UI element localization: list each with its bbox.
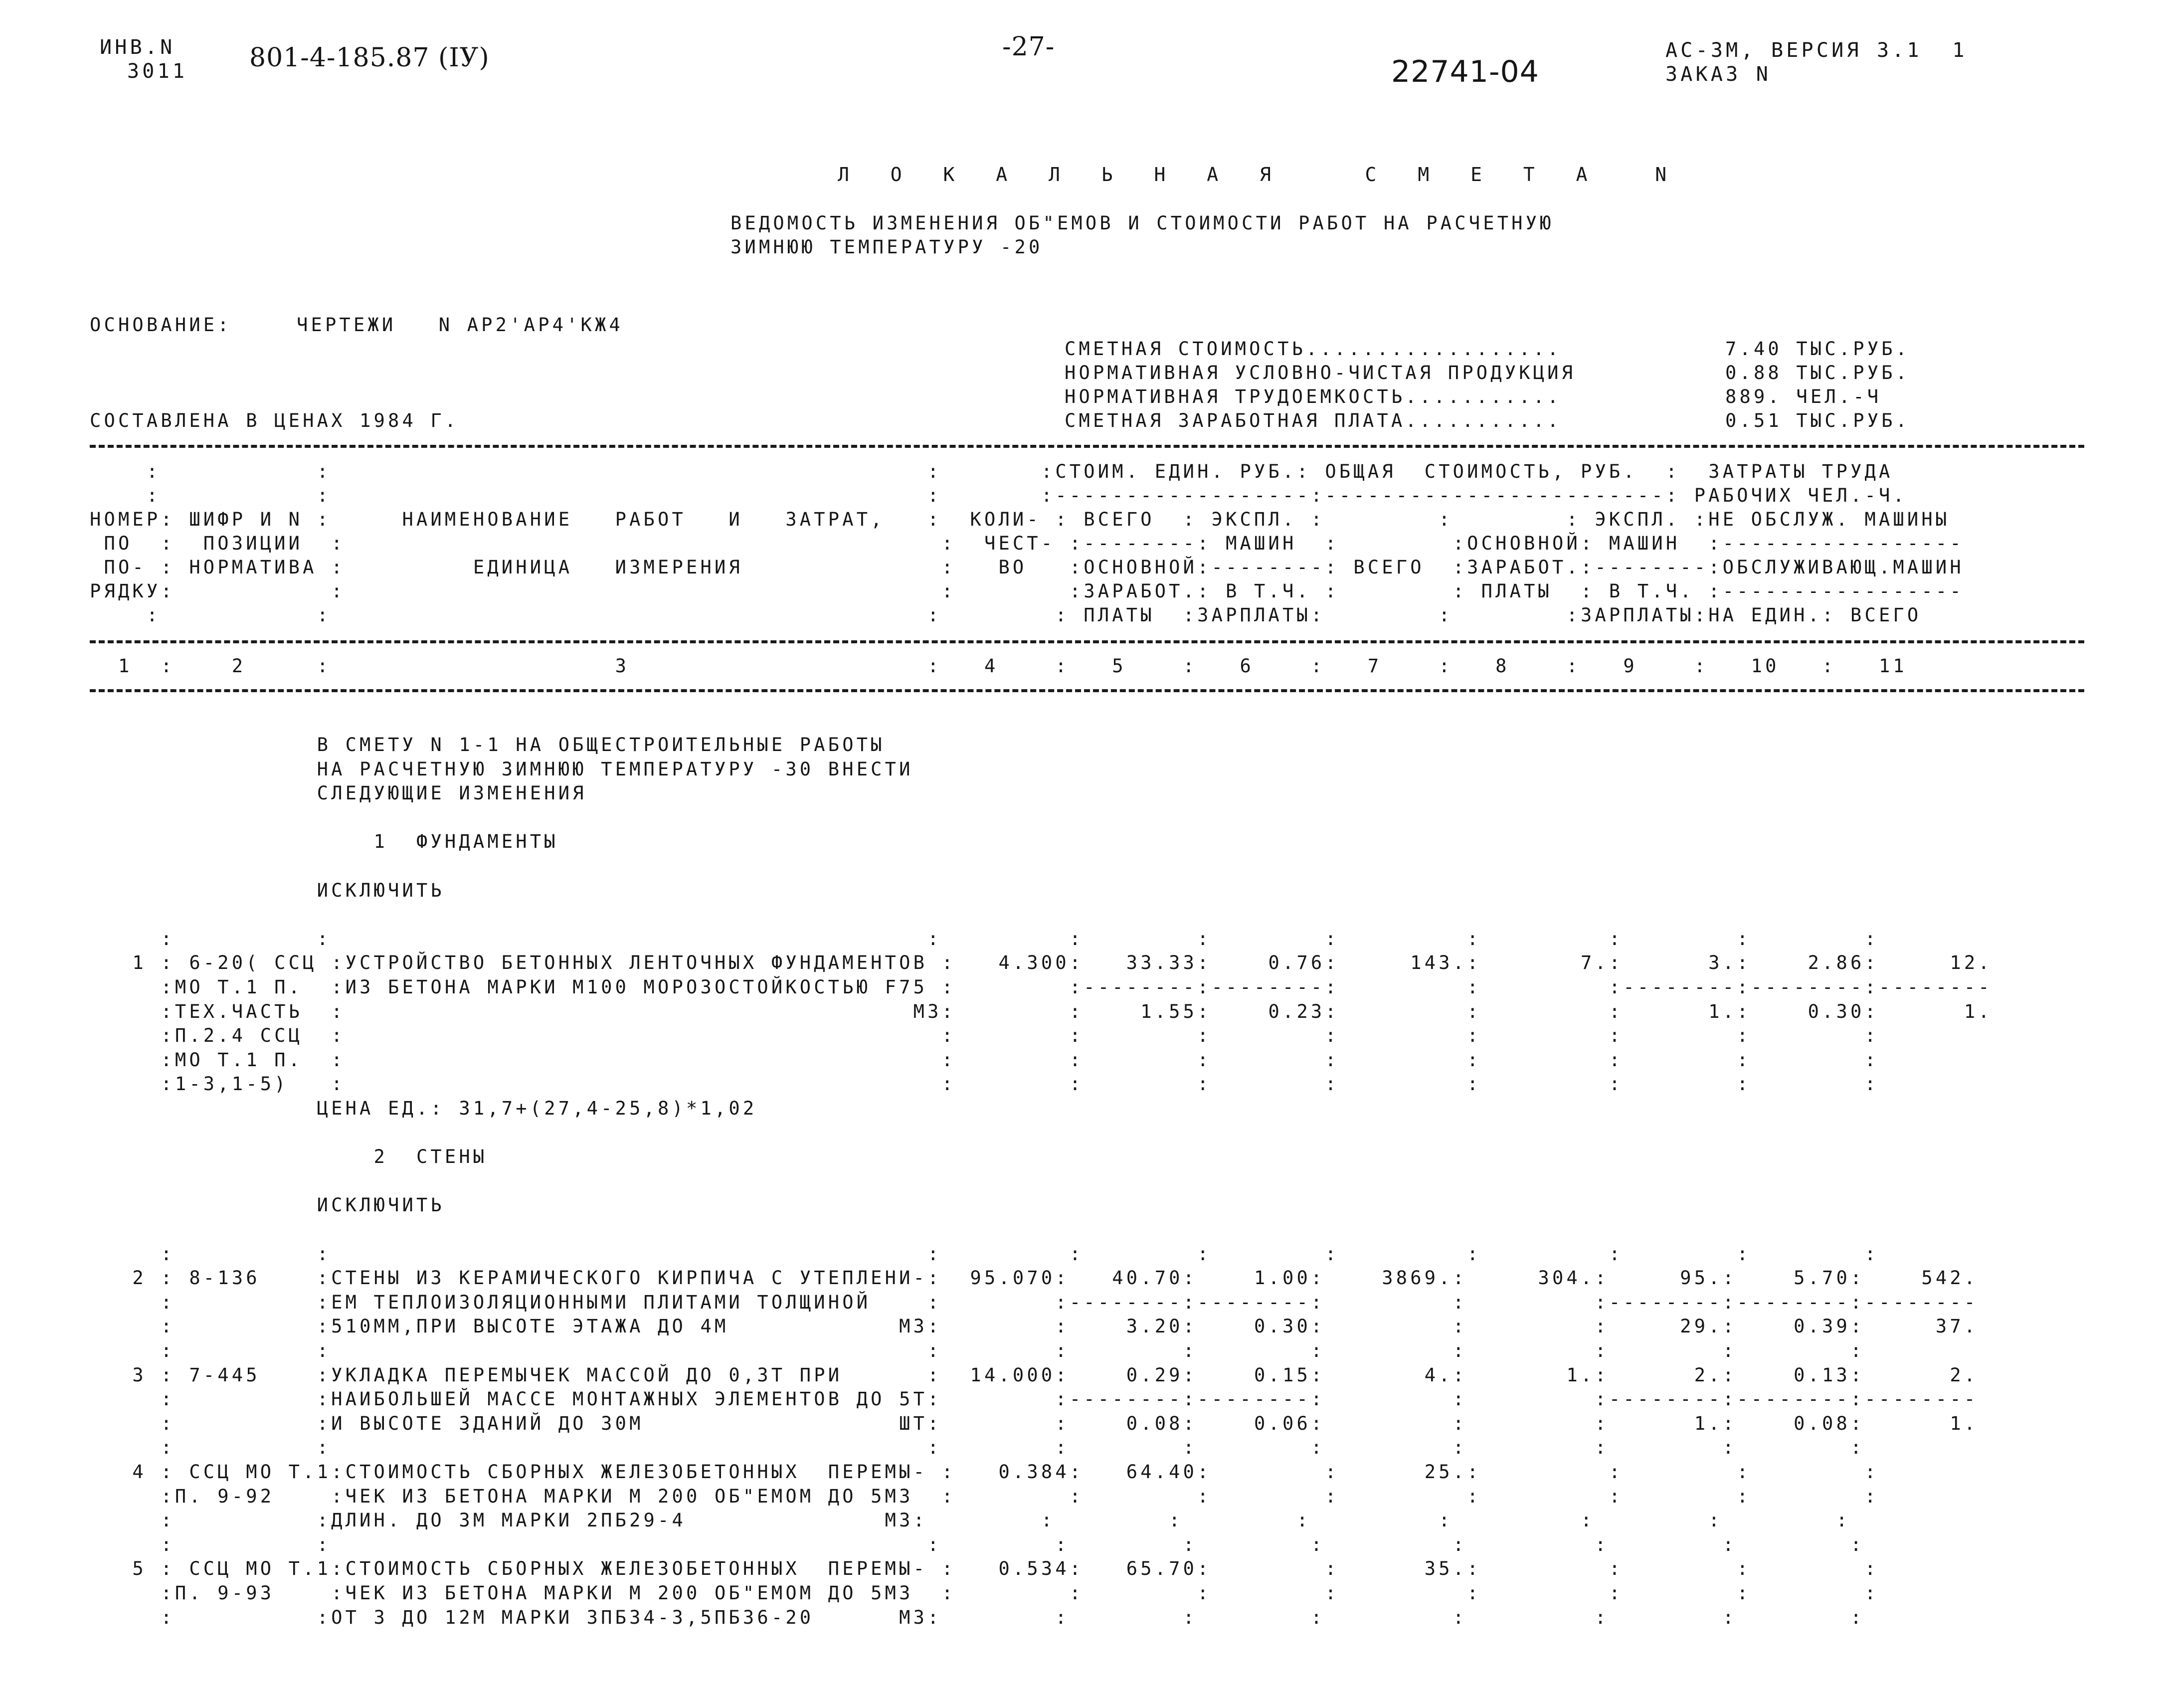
- table-body-line: : : : : : : : : : :: [90, 1437, 1865, 1459]
- summary-value: 0.51 ТЫС.РУБ.: [1725, 410, 1910, 431]
- table-body-line: В СМЕТУ N 1-1 НА ОБЩЕСТРОИТЕЛЬНЫЕ РАБОТЫ: [90, 734, 885, 756]
- order-label: ЗАКАЗ N: [1665, 63, 1771, 86]
- table-body-line: 2 : 8-136 :СТЕНЫ ИЗ КЕРАМИЧЕСКОГО КИРПИЧА С УТЕПЛЕНИ-: 95.070: 40.70: 1.00: 3869.: 304.: 95.: 5.70: 542.: [90, 1267, 1979, 1289]
- table-body-line: : : : : : : : : : :: [90, 1243, 1879, 1265]
- table-body-line: ИСКЛЮЧИТЬ: [90, 879, 445, 901]
- table-body-line: ЦЕНА ЕД.: 31,7+(27,4-25,8)*1,02: [90, 1098, 757, 1119]
- column-number-row: 1 : 2 : 3 : 4 : 5 : 6 : 7 : 8 : 9 : 10 : 11: [90, 655, 1907, 677]
- basis-label: ОСНОВАНИЕ:: [90, 314, 232, 336]
- column-number-rule: [90, 689, 2084, 692]
- subtitle-line-1: ВЕДОМОСТЬ ИЗМЕНЕНИЯ ОБ"ЕМОВ И СТОИМОСТИ РАБОТ НА РАСЧЕТНУЮ: [730, 212, 1554, 234]
- table-body-line: :П. 9-92 :ЧЕК ИЗ БЕТОНА МАРКИ М 200 ОБ"ЕМОМ ДО 5М3 : : : : : : : :: [90, 1485, 1879, 1507]
- prices-note: СОСТАВЛЕНА В ЦЕНАХ 1984 Г.: [90, 410, 459, 431]
- table-body-line: : :И ВЫСОТЕ ЗДАНИЙ ДО 30М ШТ: : 0.08: 0.06: : : 1.: 0.08: 1.: [90, 1412, 1979, 1434]
- table-body-line: : :ЕМ ТЕПЛОИЗОЛЯЦИОННЫМИ ПЛИТАМИ ТОЛЩИНОЙ : :--------:--------: : :--------:--------:--------: [90, 1291, 1979, 1313]
- header-line: НОМЕР: ШИФР И N : НАИМЕНОВАНИЕ РАБОТ И ЗАТРАТ, : КОЛИ- : ВСЕГО : ЭКСПЛ. : : : ЭКСПЛ. :НЕ ОБСЛУЖ. МАШИНЫ: [90, 509, 1950, 530]
- table-body-line: :1-3,1-5) : : : : : : : : :: [90, 1073, 1879, 1095]
- system-version: АС-3М, ВЕРСИЯ 3.1 1: [1665, 39, 1968, 62]
- header-line: РЯДКУ: : : :ЗАРАБОТ.: В Т.Ч. : : ПЛАТЫ : В Т.Ч. :-----------------: [90, 580, 1964, 602]
- table-body-line: : :ОТ 3 ДО 12М МАРКИ 3ПБ34-3,5ПБ36-20 М3: : : : : : : :: [90, 1606, 1865, 1628]
- document-code: 801-4-185.87 (IУ): [249, 43, 490, 73]
- basis-value: ЧЕРТЕЖИ N АР2'АР4'КЖ4: [297, 314, 623, 336]
- table-body-line: :ТЕХ.ЧАСТЬ : М3: : 1.55: 0.23: : : 1.: 0.30: 1.: [90, 1000, 1993, 1022]
- summary-label: НОРМАТИВНАЯ ТРУДОЕМКОСТЬ...........: [1065, 386, 1562, 407]
- table-body-line: 5 : ССЦ МО Т.1:СТОИМОСТЬ СБОРНЫХ ЖЕЛЕЗОБЕТОННЫХ ПЕРЕМЫ- : 0.534: 65.70: : 35.: : : :: [90, 1558, 1879, 1580]
- table-top-rule: [90, 445, 2084, 448]
- table-body-line: : : : : : : : : : :: [90, 1340, 1865, 1361]
- table-body-line: ИСКЛЮЧИТЬ: [90, 1194, 445, 1216]
- subtitle-line-2: ЗИМНЮЮ ТЕМПЕРАТУРУ -20: [730, 236, 1043, 258]
- table-body-line: 2 СТЕНЫ: [90, 1146, 488, 1168]
- table-body-line: : :НАИБОЛЬШЕЙ МАССЕ МОНТАЖНЫХ ЭЛЕМЕНТОВ ДО 5Т: :--------:--------: : :--------:--------:--------: [90, 1388, 1979, 1410]
- summary-label: НОРМАТИВНАЯ УСЛОВНО-ЧИСТАЯ ПРОДУКЦИЯ: [1065, 362, 1576, 383]
- page-number: -27-: [1002, 32, 1055, 62]
- summary-value: 0.88 ТЫС.РУБ.: [1725, 362, 1910, 383]
- table-body-line: :П.2.4 ССЦ : : : : : : : : :: [90, 1025, 1879, 1047]
- table-body-line: 1 : 6-20( ССЦ :УСТРОЙСТВО БЕТОННЫХ ЛЕНТОЧНЫХ ФУНДАМЕНТОВ : 4.300: 33.33: 0.76: 143.: 7.: 3.: 2.86: 12.: [90, 952, 1993, 974]
- table-body-line: 3 : 7-445 :УКЛАДКА ПЕРЕМЫЧЕК МАССОЙ ДО 0,3Т ПРИ : 14.000: 0.29: 0.15: 4.: 1.: 2.: 0.13: 2.: [90, 1364, 1979, 1386]
- summary-value: 7.40 ТЫС.РУБ.: [1725, 338, 1910, 360]
- table-body-line: 4 : ССЦ МО Т.1:СТОИМОСТЬ СБОРНЫХ ЖЕЛЕЗОБЕТОННЫХ ПЕРЕМЫ- : 0.384: 64.40: : 25.: : : :: [90, 1461, 1879, 1483]
- handwritten-number: 22741-04: [1391, 54, 1539, 89]
- header-line: : : : : ПЛАТЫ :ЗАРПЛАТЫ: : :ЗАРПЛАТЫ:НА ЕДИН.: ВСЕГО: [90, 604, 1922, 626]
- header-line: : : : :------------------:------------------------: РАБОЧИХ ЧЕЛ.-Ч.: [90, 485, 1907, 506]
- table-body-line: СЛЕДУЮЩИЕ ИЗМЕНЕНИЯ: [90, 782, 587, 804]
- table-body-line: :МО Т.1 П. : : : : : : : : :: [90, 1049, 1879, 1071]
- table-body-line: :П. 9-93 :ЧЕК ИЗ БЕТОНА МАРКИ М 200 ОБ"ЕМОМ ДО 5М3 : : : : : : : :: [90, 1582, 1879, 1604]
- header-separator-rule: [90, 640, 2084, 643]
- table-body-line: НА РАСЧЕТНУЮ ЗИМНЮЮ ТЕМПЕРАТУРУ -30 ВНЕСТИ: [90, 758, 913, 780]
- table-body-line: : : : : : : : : : :: [90, 928, 1879, 949]
- header-line: ПО- : НОРМАТИВА : ЕДИНИЦА ИЗМЕРЕНИЯ : ВО :ОСНОВНОЙ:--------: ВСЕГО :ЗАРАБОТ.:--------:ОБСЛУЖИВАЮЩ.МАШИН: [90, 557, 1964, 578]
- inventory-label: ИНВ.N: [100, 36, 176, 59]
- summary-label: СМЕТНАЯ ЗАРАБОТНАЯ ПЛАТА...........: [1065, 410, 1562, 431]
- document-title: Л О К А Л Ь Н А Я С М Е Т А N: [838, 164, 1682, 186]
- table-body-line: : : : : : : : : : :: [90, 1533, 1865, 1555]
- table-body-line: :МО Т.1 П. :ИЗ БЕТОНА МАРКИ М100 МОРОЗОСТОЙКОСТЬЮ F75 : :--------:--------: : :--------:--------:--------: [90, 976, 1993, 998]
- summary-label: СМЕТНАЯ СТОИМОСТЬ..................: [1065, 338, 1562, 360]
- header-line: : : : :СТОИМ. ЕДИН. РУБ.: ОБЩАЯ СТОИМОСТЬ, РУБ. : ЗАТРАТЫ ТРУДА: [90, 461, 1893, 482]
- inventory-number: 3011: [127, 60, 188, 83]
- table-body-line: : :ДЛИН. ДО 3М МАРКИ 2ПБ29-4 М3: : : : : : : :: [90, 1510, 1851, 1531]
- header-line: ПО : ПОЗИЦИИ : : ЧЕСТ- :--------: МАШИН : :ОСНОВНОЙ: МАШИН :-----------------: [90, 533, 1964, 554]
- table-body-line: 1 ФУНДАМЕНТЫ: [90, 831, 558, 853]
- table-body-line: : :510ММ,ПРИ ВЫСОТЕ ЭТАЖА ДО 4М М3: : 3.20: 0.30: : : 29.: 0.39: 37.: [90, 1316, 1979, 1337]
- summary-value: 889. ЧЕЛ.-Ч: [1725, 386, 1882, 407]
